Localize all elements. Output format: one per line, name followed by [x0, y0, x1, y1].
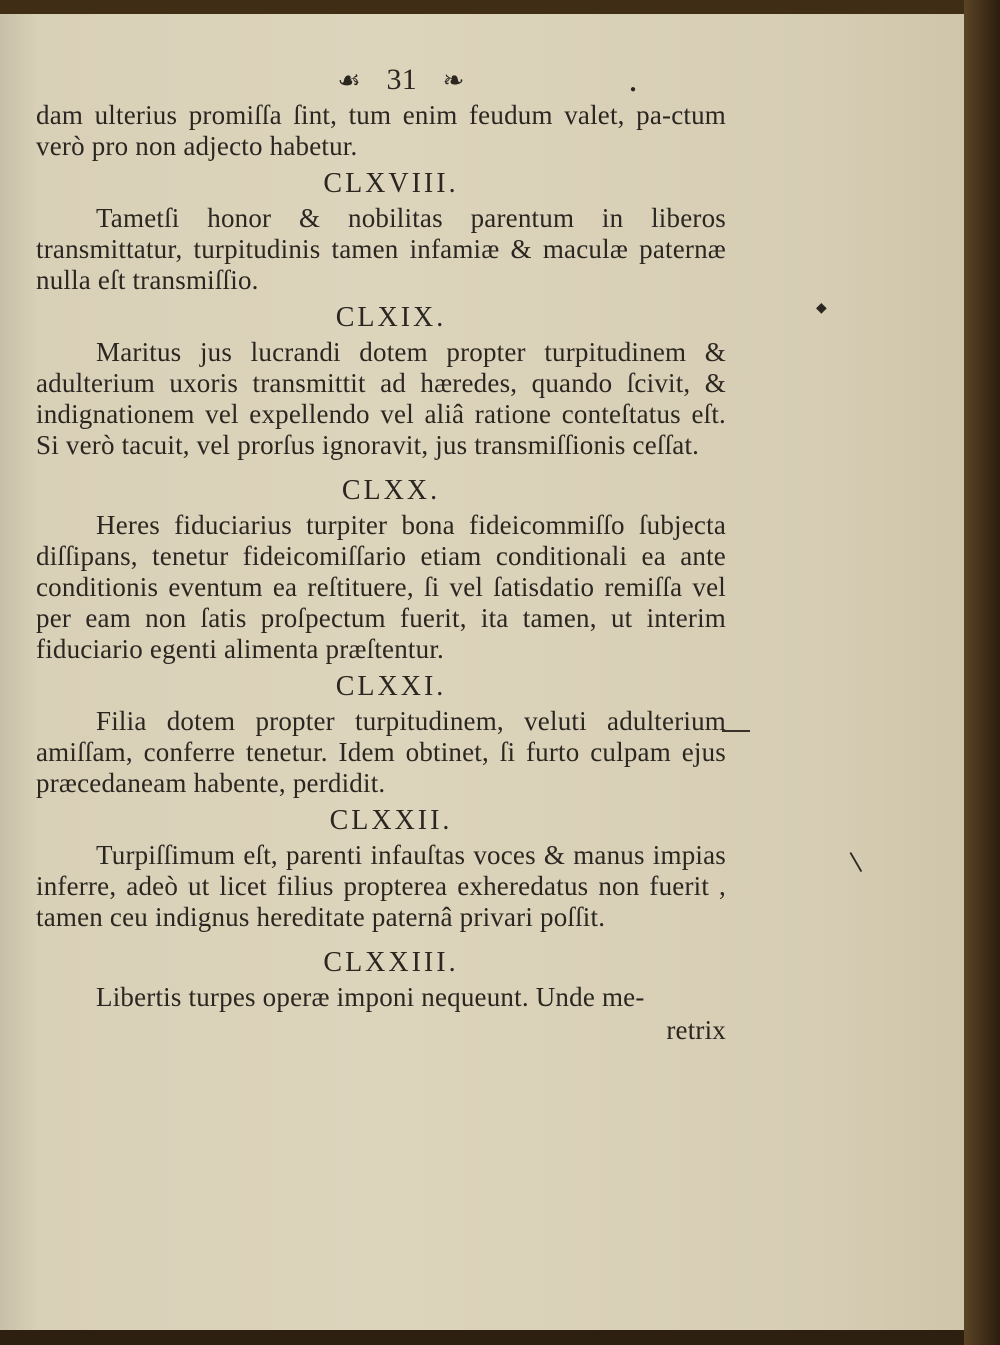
- section-heading: CLXIX.: [335, 302, 447, 333]
- continued-paragraph: dam ulterius promiſſa ſint, tum enim feudum valet, pa-ctum verò pro non adjecto habetur.: [36, 100, 726, 161]
- section-paragraph: Tametſi honor & nobilitas parentum in liberos transmittatur, turpitudinis tamen infamiæ & maculæ paternæ nulla eſt transmiſſio.: [36, 203, 726, 295]
- section-paragraph: Filia dotem propter turpitudinem, veluti adulterium amiſſam, conferre tenetur. Idem obtinet, ſi furto culpam ejus præcedaneam habente, perdidit.: [36, 706, 726, 798]
- ink-mark: ❘: [840, 845, 870, 877]
- section-paragraph: Maritus jus lucrandi dotem propter turpitudinem & adulterium uxoris transmittit ad hæredes, quando ſcivit, & indignationem vel expellendo vel aliâ ratione conteſtatus eſt. Si verò tacuit, vel prorſus ignoravit, jus transmiſſionis ceſſat.: [36, 337, 726, 460]
- page-bottom-edge: [0, 1330, 964, 1345]
- ornament-right-icon: ❧: [442, 66, 465, 95]
- ornament-left-icon: ☙: [337, 66, 361, 95]
- page-text: [36, 64, 726, 1046]
- section-heading: CLXVIII.: [323, 168, 459, 199]
- section-paragraph: Turpiſſimum eſt, parenti infauſtas voces & manus impias inferre, adeò ut licet filius propterea exheredatus non fuerit , tamen ceu indignus hereditate paternâ privari poſſit.: [36, 840, 726, 932]
- section-heading: CLXXI.: [335, 671, 447, 702]
- page-header: [36, 64, 726, 96]
- page-top-edge: [0, 0, 964, 14]
- book-spine: [964, 0, 1000, 1345]
- margin-line: [722, 730, 750, 732]
- catchword: retrix: [666, 1015, 726, 1045]
- section-paragraph: Heres fiduciarius turpiter bona fideicommiſſo ſubjecta diſſipans, tenetur fideicomiſſario etiam conditionali ea ante conditionis eventum ea reſtituere, ſi vel ſatisdatio remiſſa vel per eam non ſatis proſpectum fuerit, ita tamen, ut interim fiduciario egenti alimenta præſtentur.: [36, 510, 726, 664]
- section-paragraph: Libertis turpes operæ imponi nequeunt. Unde me-: [96, 982, 645, 1012]
- ink-dot: ●: [630, 84, 637, 95]
- section-heading: CLXX.: [341, 475, 441, 506]
- section-heading: CLXXII.: [329, 805, 453, 836]
- page-number: 31: [386, 63, 417, 96]
- section-heading: CLXXIII.: [323, 947, 459, 978]
- ink-spot: ◆: [816, 301, 827, 316]
